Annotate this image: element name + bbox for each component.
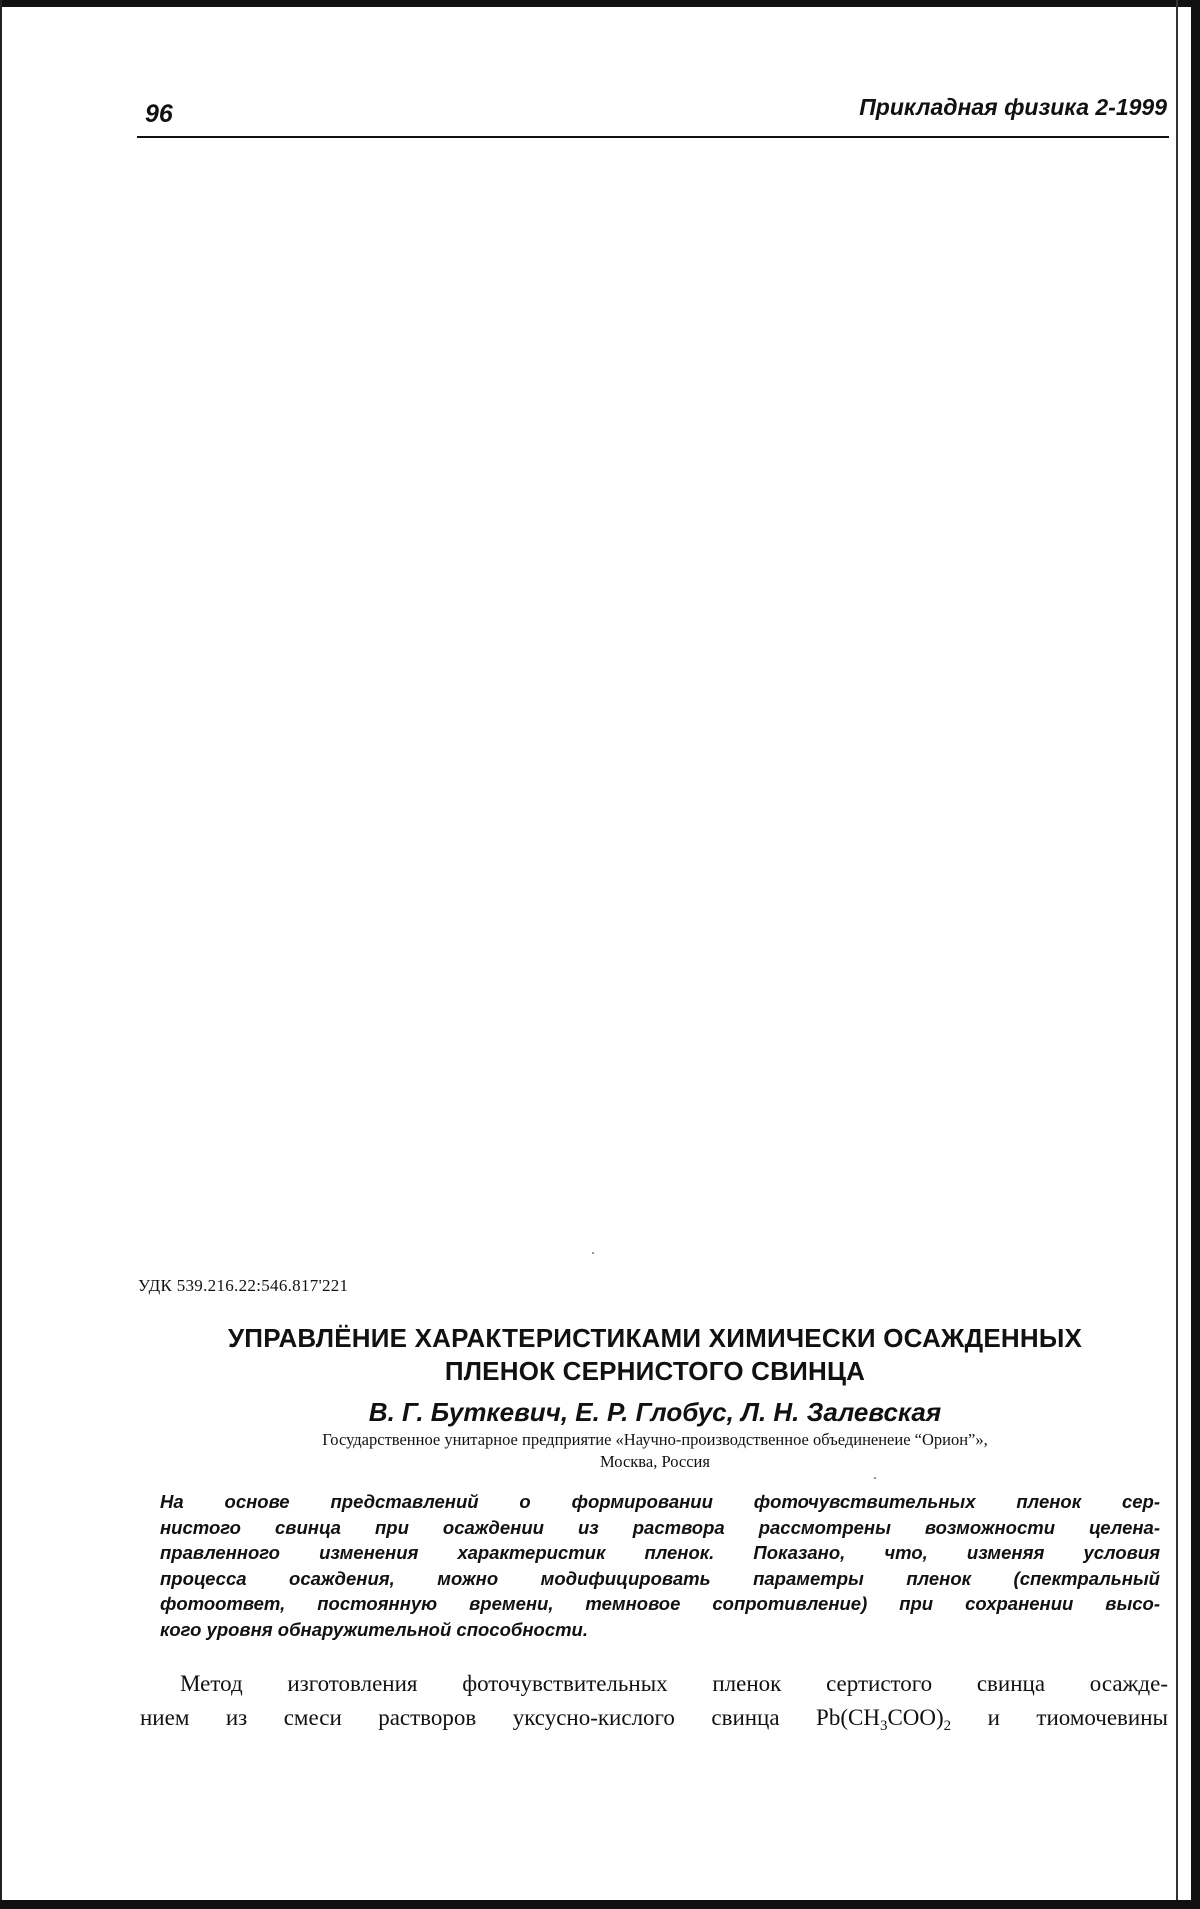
abstract-line: процесса осаждения, можно модифицировать параметры пленок (спектральный [160, 1567, 1160, 1589]
subscript-2: 2 [943, 1718, 952, 1734]
title-line-2: ПЛЕНОК СЕРНИСТОГО СВИНЦА [444, 1356, 866, 1386]
journal-name: Прикладная физика 2-1999 [859, 94, 1167, 120]
affiliation-line-2: Москва, Россия [600, 1452, 710, 1471]
subscript-3: 3 [879, 1718, 888, 1734]
page-number: 96 [145, 100, 173, 128]
scan-border-top [0, 0, 1200, 7]
abstract [160, 1489, 1160, 1643]
body-line-1: Метод изготовления фоточувствительных пленок сертистого свинца осажде- [180, 1671, 1168, 1696]
scan-edge-right [1176, 0, 1178, 1909]
body-line-2-part-a: нием из смеси растворов уксусно-кислого свинца Pb(CH [140, 1705, 880, 1730]
scan-speck [874, 1477, 876, 1479]
running-header [137, 92, 1169, 138]
body-text [140, 1667, 1168, 1735]
abstract-line: правленного изменения характеристик пленок. Показано, что, изменяя условия [160, 1542, 1160, 1564]
authors: В. Г. Буткевич, Е. Р. Глобус, Л. Н. Залевская [368, 1397, 942, 1427]
body-line-2-part-c: и тиомочевины [951, 1705, 1168, 1730]
title-line-1: УПРАВЛЁНИЕ ХАРАКТЕРИСТИКАМИ ХИМИЧЕСКИ ОСАЖДЕННЫХ [227, 1323, 1083, 1353]
affiliation-line-1: Государственное унитарное предприятие «Научно-производственное объединенеие “Орион”», [322, 1430, 988, 1449]
article-title [140, 1322, 1170, 1388]
abstract-line: нистого свинца при осаждении из раствора рассмотрены возможности целена- [160, 1516, 1160, 1538]
abstract-line: кого уровня обнаружительной способности. [160, 1618, 588, 1640]
body-line-2-part-b: COO) [887, 1705, 944, 1730]
affiliation [140, 1429, 1170, 1473]
udc-code: УДК 539.216.22:546.817'221 [138, 1276, 349, 1295]
body-line-2 [140, 1701, 1168, 1735]
scan-speck [592, 1252, 594, 1254]
abstract-line: На основе представлений о формировании фоточувствительных пленок сер- [160, 1491, 1160, 1512]
abstract-line: фотоответ, постоянную времени, темновое сопротивление) при сохранении высо- [160, 1593, 1160, 1615]
scan-border-bottom [0, 1900, 1200, 1909]
scan-border-left [0, 0, 2, 1909]
scan-border-right [1191, 0, 1200, 1909]
